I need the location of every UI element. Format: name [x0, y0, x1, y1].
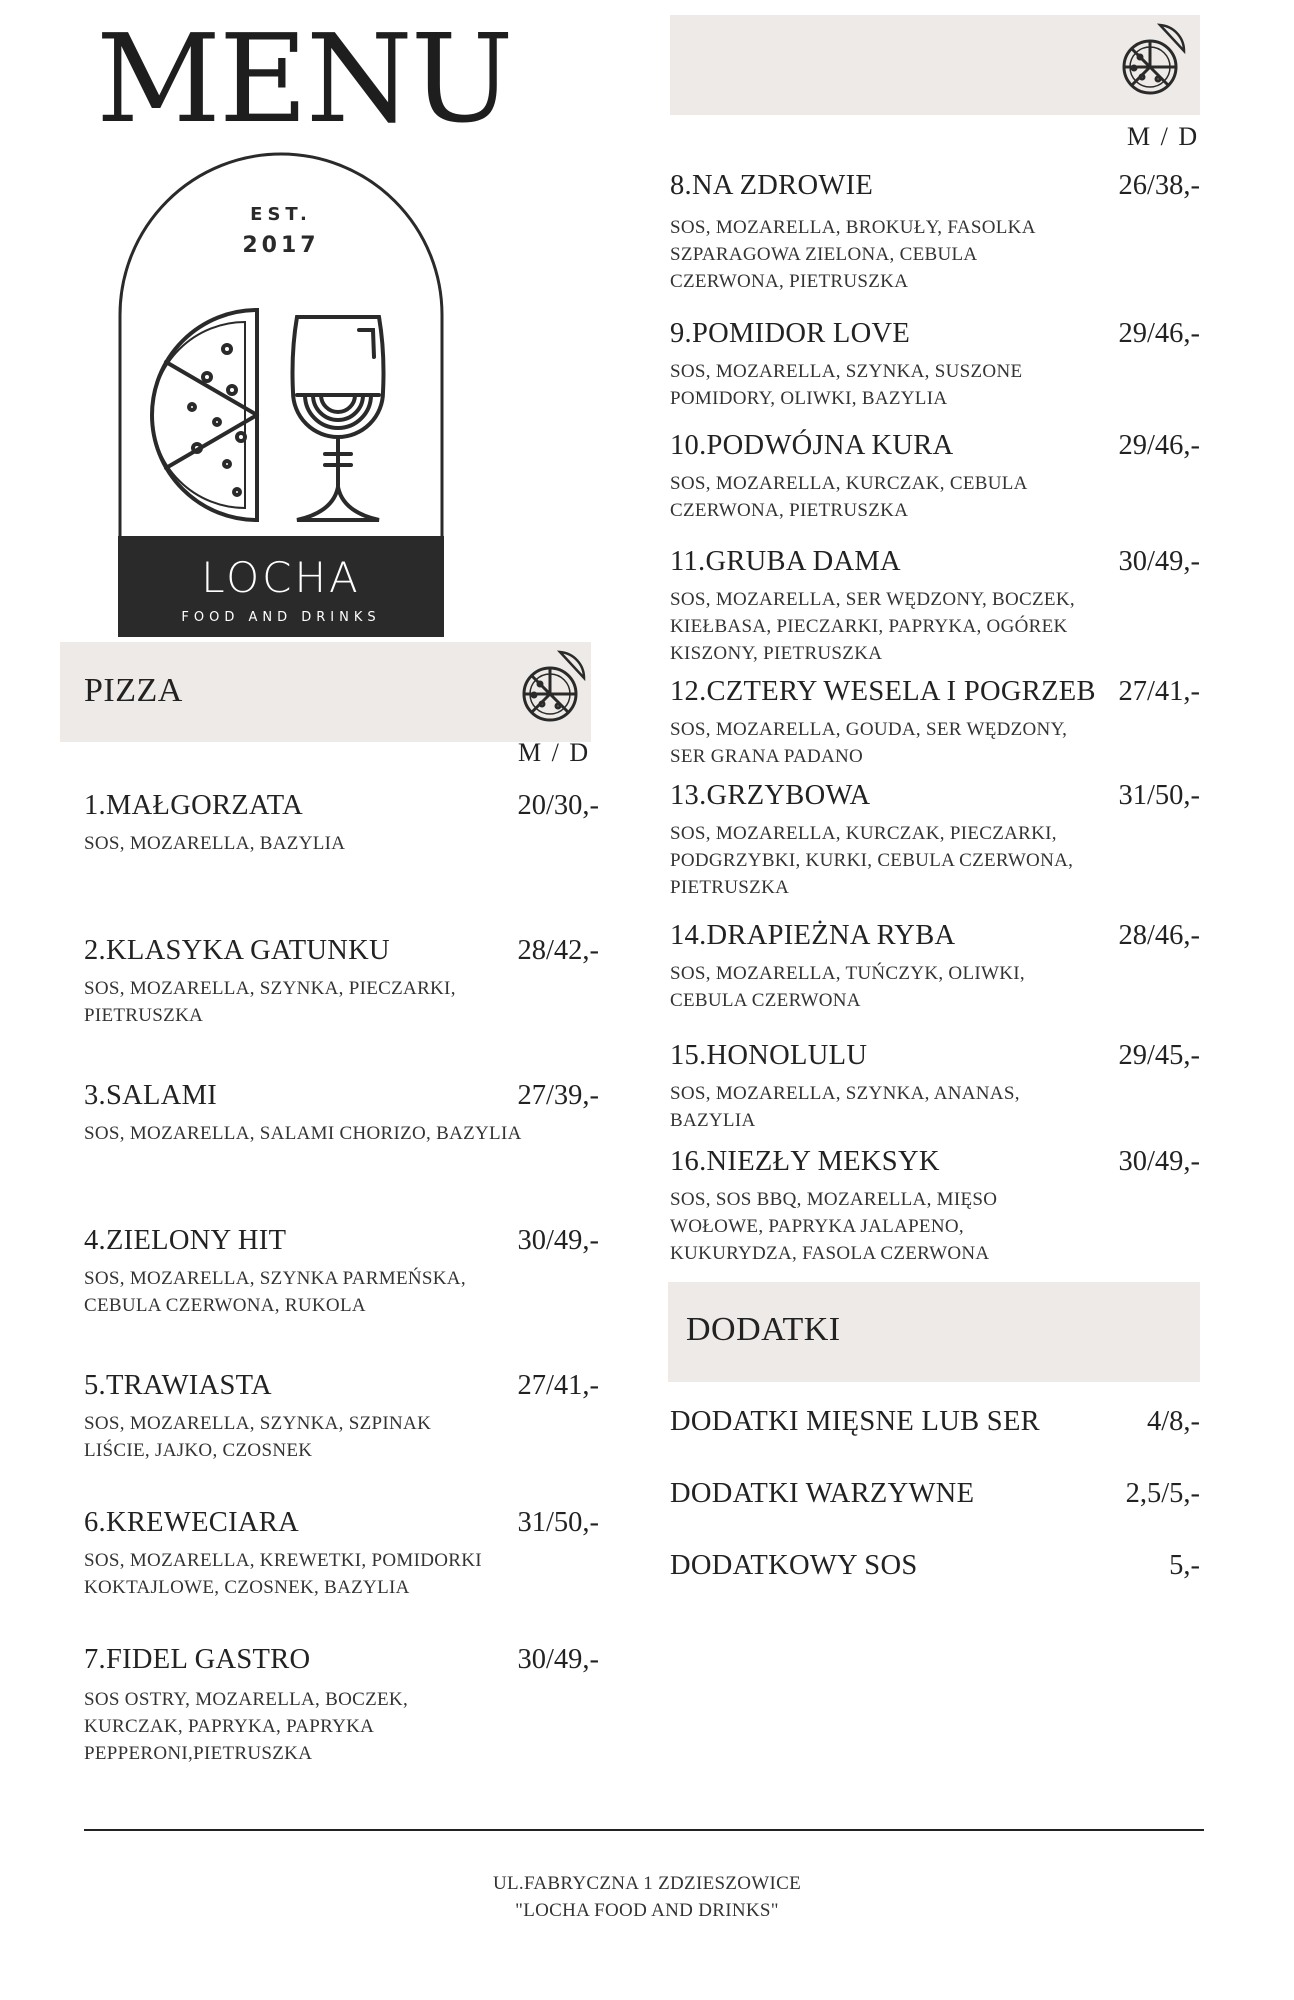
- item-price: 28/42,-: [517, 935, 599, 966]
- item-description: SOS, MOZARELLA, SALAMI CHORIZO, BAZYLIA: [84, 1123, 522, 1144]
- item-description: SOS, SOS BBQ, MOZARELLA, MIĘSO WOŁOWE, PAPRYKA JALAPENO, KUKURYDZA, FASOLA CZERWONA: [670, 1189, 998, 1264]
- logo-graphic: [117, 152, 445, 637]
- extras-name: DODATKI MIĘSNE LUB SER: [670, 1406, 1040, 1437]
- menu-title: MENU: [96, 8, 512, 150]
- item-price: 29/46,-: [1118, 430, 1200, 461]
- item-name: 11.GRUBA DAMA: [670, 546, 901, 577]
- item-price: 27/41,-: [517, 1370, 599, 1401]
- logo-est: EST.: [250, 204, 312, 225]
- item-name: 7.FIDEL GASTRO: [84, 1644, 311, 1675]
- item-price: 20/30,-: [517, 790, 599, 821]
- extras-price: 5,-: [1169, 1550, 1200, 1581]
- item-name: 14.DRAPIEŻNA RYBA: [670, 920, 956, 951]
- item-price: 30/49,-: [1118, 546, 1200, 577]
- extras-name: DODATKI WARZYWNE: [670, 1478, 975, 1509]
- logo-brand: LOCHA: [201, 553, 361, 602]
- item-name: 9.POMIDOR LOVE: [670, 318, 911, 349]
- item-name: 4.ZIELONY HIT: [84, 1225, 287, 1256]
- footer-address: UL.FABRYCZNA 1 ZDZIESZOWICE: [492, 1873, 802, 1894]
- item-price: 29/46,-: [1118, 318, 1200, 349]
- pizza-size-label: M / D: [518, 738, 591, 767]
- item-description: SOS, MOZARELLA, KREWETKI, POMIDORKI KOKTAJLOWE, CZOSNEK, BAZYLIA: [84, 1550, 482, 1598]
- extras-row: [670, 1550, 1200, 1590]
- item-name: 13.GRZYBOWA: [670, 780, 871, 811]
- pizza-icon: [1120, 21, 1190, 101]
- item-price: 30/49,-: [1118, 1146, 1200, 1177]
- pizza-size-label: M / D: [1127, 122, 1200, 151]
- item-description: SOS, MOZARELLA, BAZYLIA: [84, 833, 346, 854]
- footer-name: "LOCHA FOOD AND DRINKS": [515, 1900, 779, 1921]
- item-name: 3.SALAMI: [84, 1080, 218, 1111]
- item-price: 29/45,-: [1118, 1040, 1200, 1071]
- item-price: 31/50,-: [517, 1507, 599, 1538]
- item-price: 30/49,-: [517, 1225, 599, 1256]
- item-price: 28/46,-: [1118, 920, 1200, 951]
- item-description: SOS, MOZARELLA, KURCZAK, PIECZARKI, PODGRZYBKI, KURKI, CEBULA CZERWONA, PIETRUSZKA: [670, 823, 1074, 898]
- item-name: 8.NA ZDROWIE: [670, 170, 874, 201]
- logo-year: 2017: [242, 233, 320, 258]
- item-description: SOS, MOZARELLA, SER WĘDZONY, BOCZEK, KIEŁBASA, PIECZARKI, PAPRYKA, OGÓREK KISZONY, PIETRUSZKA: [670, 589, 1075, 664]
- extras-section-title: DODATKI: [686, 1311, 841, 1348]
- item-description: SOS, MOZARELLA, SZYNKA, PIECZARKI, PIETRUSZKA: [84, 978, 456, 1026]
- item-price: 27/41,-: [1118, 676, 1200, 707]
- item-description: SOS, MOZARELLA, SZYNKA, SUSZONE POMIDORY, OLIWKI, BAZYLIA: [670, 361, 1023, 409]
- item-description: SOS OSTRY, MOZARELLA, BOCZEK, KURCZAK, PAPRYKA, PAPRYKA PEPPERONI,PIETRUSZKA: [84, 1689, 408, 1764]
- item-description: SOS, MOZARELLA, GOUDA, SER WĘDZONY, SER GRANA PADANO: [670, 719, 1068, 767]
- locha-logo: [117, 152, 445, 637]
- pizza-section-header: [60, 642, 591, 742]
- pizza-section-title: PIZZA: [84, 672, 183, 709]
- item-description: SOS, MOZARELLA, BROKUŁY, FASOLKA SZPARAGOWA ZIELONA, CEBULA CZERWONA, PIETRUSZKA: [670, 217, 1035, 292]
- extras-price: 4/8,-: [1146, 1406, 1200, 1437]
- footer-divider: [84, 1829, 1204, 1831]
- item-name: 2.KLASYKA GATUNKU: [84, 935, 390, 966]
- extras-price: 2,5/5,-: [1125, 1478, 1200, 1509]
- pizza-continued-header: [670, 15, 1200, 115]
- item-name: 16.NIEZŁY MEKSYK: [670, 1146, 940, 1177]
- item-description: SOS, MOZARELLA, SZYNKA, ANANAS, BAZYLIA: [670, 1083, 1020, 1131]
- item-price: 30/49,-: [517, 1644, 599, 1675]
- item-name: 1.MAŁGORZATA: [84, 790, 304, 821]
- extras-row: [670, 1406, 1200, 1446]
- item-price: 27/39,-: [517, 1080, 599, 1111]
- item-description: SOS, MOZARELLA, TUŃCZYK, OLIWKI, CEBULA CZERWONA: [670, 963, 1025, 1011]
- item-price: 26/38,-: [1118, 170, 1200, 201]
- pizza-icon: [520, 648, 590, 728]
- extras-section-header: [668, 1282, 1200, 1382]
- item-price: 31/50,-: [1118, 780, 1200, 811]
- item-description: SOS, MOZARELLA, KURCZAK, CEBULA CZERWONA, PIETRUSZKA: [670, 473, 1027, 521]
- logo-tagline: FOOD AND DRINKS: [181, 610, 381, 625]
- item-name: 10.PODWÓJNA KURA: [670, 430, 954, 461]
- item-name: 6.KREWECIARA: [84, 1507, 299, 1538]
- item-name: 12.CZTERY WESELA I POGRZEB: [670, 676, 1096, 707]
- extras-row: [670, 1478, 1200, 1518]
- item-description: SOS, MOZARELLA, SZYNKA PARMEŃSKA, CEBULA CZERWONA, RUKOLA: [84, 1268, 466, 1316]
- item-description: SOS, MOZARELLA, SZYNKA, SZPINAK LIŚCIE, JAJKO, CZOSNEK: [84, 1413, 432, 1461]
- item-name: 15.HONOLULU: [670, 1040, 868, 1071]
- extras-name: DODATKOWY SOS: [670, 1550, 918, 1581]
- item-name: 5.TRAWIASTA: [84, 1370, 272, 1401]
